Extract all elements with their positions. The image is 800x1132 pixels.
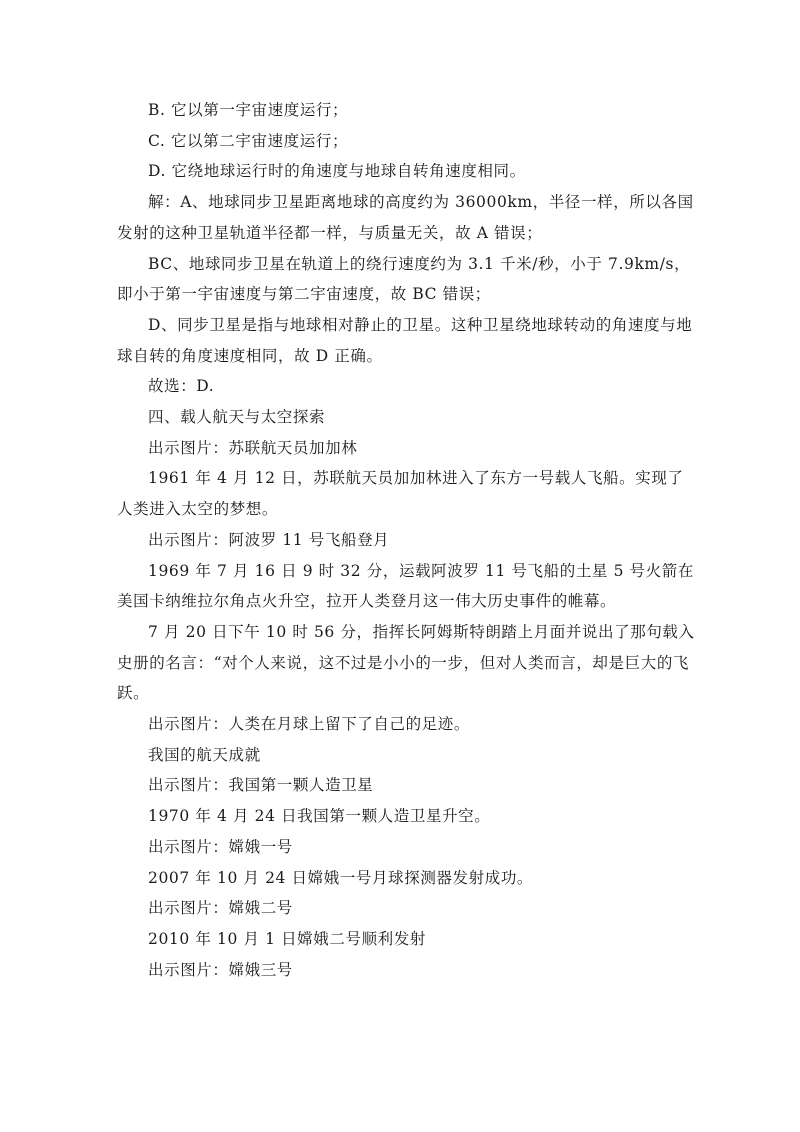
image-caption: 出示图片：嫦娥三号 (148, 960, 293, 979)
solution-d: D、同步卫星是指与地球相对静止的卫星。这种卫星绕地球转动的角速度与地球自转的角度速度相同，故 D 正确。 (117, 315, 693, 365)
solution-a: 解：A、地球同步卫星距离地球的高度约为 36000km，半径一样，所以各国发射的这种卫星轨道半径都一样，与质量无关，故 A 错误； (117, 193, 694, 242)
option-d: D. 它绕地球运行时的角速度与地球自转角速度相同。 (148, 162, 526, 181)
paragraph: 7 月 20 日下午 10 时 56 分，指挥长阿姆斯特朗踏上月面并说出了那句载入史册的名言：“对个人来说，这不过是小小的一步，但对人类而言，却是巨大的飞跃。 (117, 622, 695, 703)
answer: 故选：D. (148, 377, 215, 396)
option-c: C. 它以第二宇宙速度运行； (148, 131, 349, 150)
image-caption: 出示图片：我国第一颗人造卫星 (148, 776, 374, 795)
image-caption: 出示图片：嫦娥一号 (148, 837, 293, 856)
subheading: 我国的航天成就 (148, 745, 261, 764)
section-heading: 四、载人航天与太空探索 (148, 408, 326, 427)
option-b: B. 它以第一宇宙速度运行； (148, 101, 349, 119)
paragraph: 2007 年 10 月 24 日嫦娥一号月球探测器发射成功。 (148, 868, 534, 887)
image-caption: 出示图片：嫦娥二号 (148, 899, 293, 918)
paragraph: 1961 年 4 月 12 日，苏联航天员加加林进入了东方一号载人飞船。实现了人类进入太空的梦想。 (117, 469, 684, 519)
document-body (117, 95, 697, 985)
image-caption: 出示图片：阿波罗 11 号飞船登月 (148, 530, 390, 549)
paragraph: 1970 年 4 月 24 日我国第一颗人造卫星升空。 (148, 807, 491, 826)
paragraph: 1969 年 7 月 16 日 9 时 32 分，运载阿波罗 11 号飞船的土星 5 号火箭在美国卡纳维拉尔角点火升空，拉开人类登月这一伟大历史事件的帷幕。 (117, 561, 694, 611)
paragraph: 2010 年 10 月 1 日嫦娥二号顺利发射 (148, 929, 426, 948)
image-caption: 出示图片：苏联航天员加加林 (148, 438, 358, 457)
image-caption: 出示图片：人类在月球上留下了自己的足迹。 (148, 715, 471, 734)
solution-bc: BC、地球同步卫星在轨道上的绕行速度约为 3.1 千米/秒，小于 7.9km/s，即小于第一宇宙速度与第二宇宙速度，故 BC 错误； (117, 254, 691, 304)
